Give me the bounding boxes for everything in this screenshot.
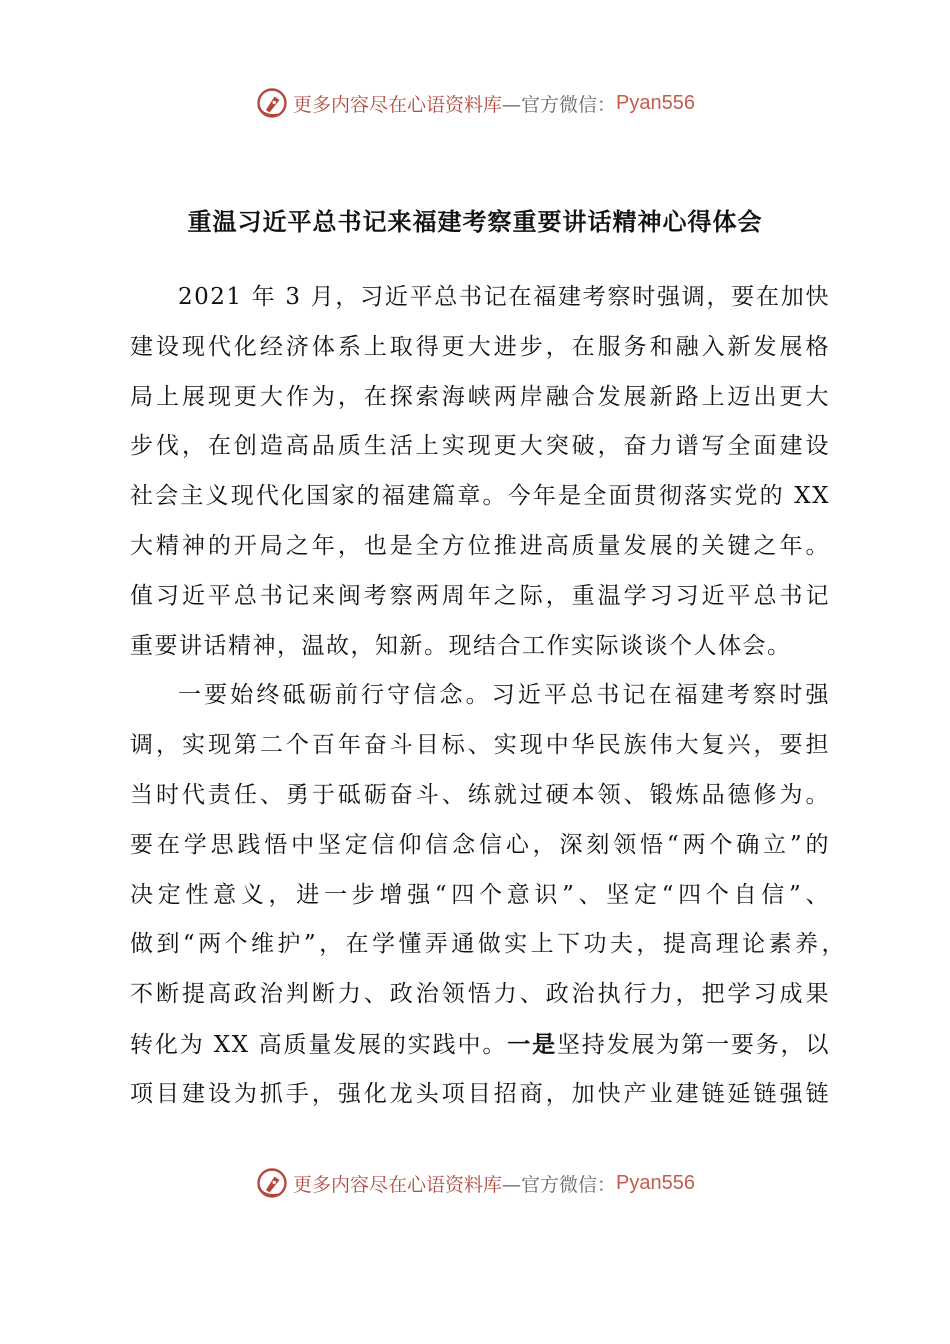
watermark-site-name: 更多内容尽在心语资料库	[293, 93, 503, 116]
text-line: 2021 年 3 月，习近平总书记在福建考察时强调，要在加快	[178, 284, 830, 310]
text-line: 调，实现第二个百年奋斗目标、实现中华民族伟大复兴，要担	[130, 732, 830, 759]
text-line: 重要讲话精神，温故，知新。现结合工作实际谈谈个人体会。	[130, 632, 792, 659]
bold-text-segment: 一是	[507, 1030, 557, 1058]
paragraph	[130, 273, 830, 671]
document-body	[130, 273, 846, 1120]
text-line: 项目建设为抓手，强化龙头项目招商，加快产业建链延链强链	[130, 1080, 830, 1107]
text-line: 大精神的开局之年，也是全方位推进高质量发展的关键之年。	[130, 532, 830, 559]
header-watermark	[0, 86, 950, 120]
document-title: 重温习近平总书记来福建考察重要讲话精神心得体会	[187, 207, 763, 236]
text-segment: 转化为 XX 高质量发展的实践中。	[130, 1031, 508, 1058]
text-line: 一要始终砥砺前行守信念。习近平总书记在福建考察时强	[178, 682, 830, 709]
text-line: 值习近平总书记来闽考察两周年之际，重温学习习近平总书记	[130, 582, 830, 609]
footer-watermark	[0, 1166, 950, 1200]
text-line	[130, 1020, 830, 1070]
watermark-site-name: 更多内容尽在心语资料库	[293, 1173, 503, 1196]
text-line: 当时代责任、勇于砥砺奋斗、练就过硬本领、锻炼品德修为。	[130, 781, 830, 808]
text-line: 建设现代化经济体系上取得更大进步，在服务和融入新发展格	[130, 333, 830, 360]
text-line: 局上展现更大作为，在探索海峡两岸融合发展新路上迈出更大	[130, 383, 830, 410]
text-segment: 坚持发展为第一要务，以	[556, 1031, 831, 1058]
watermark-wechat-id: Pyan556	[616, 91, 695, 114]
watermark-separator: —官方微信：	[502, 1173, 617, 1196]
text-line: 不断提高政治判断力、政治领悟力、政治执行力，把学习成果	[130, 981, 830, 1008]
pen-nib-logo-icon	[255, 1166, 289, 1200]
watermark-wechat-id: Pyan556	[616, 1171, 695, 1194]
watermark-separator: —官方微信：	[502, 93, 617, 116]
text-line: 要在学思践悟中坚定信仰信念信心，深刻领悟“两个确立”的	[130, 831, 830, 858]
paragraph	[130, 671, 846, 1119]
text-line: 决定性意义，进一步增强“四个意识”、坚定“四个自信”、	[130, 881, 830, 908]
pen-nib-logo-icon	[255, 86, 289, 120]
text-line: 步伐，在创造高品质生活上实现更大突破，奋力谱写全面建设	[130, 433, 830, 460]
text-line: 社会主义现代化国家的福建篇章。今年是全面贯彻落实党的 XX	[130, 483, 830, 510]
text-line: 做到“两个维护”，在学懂弄通做实上下功夫，提高理论素养，	[130, 931, 846, 958]
